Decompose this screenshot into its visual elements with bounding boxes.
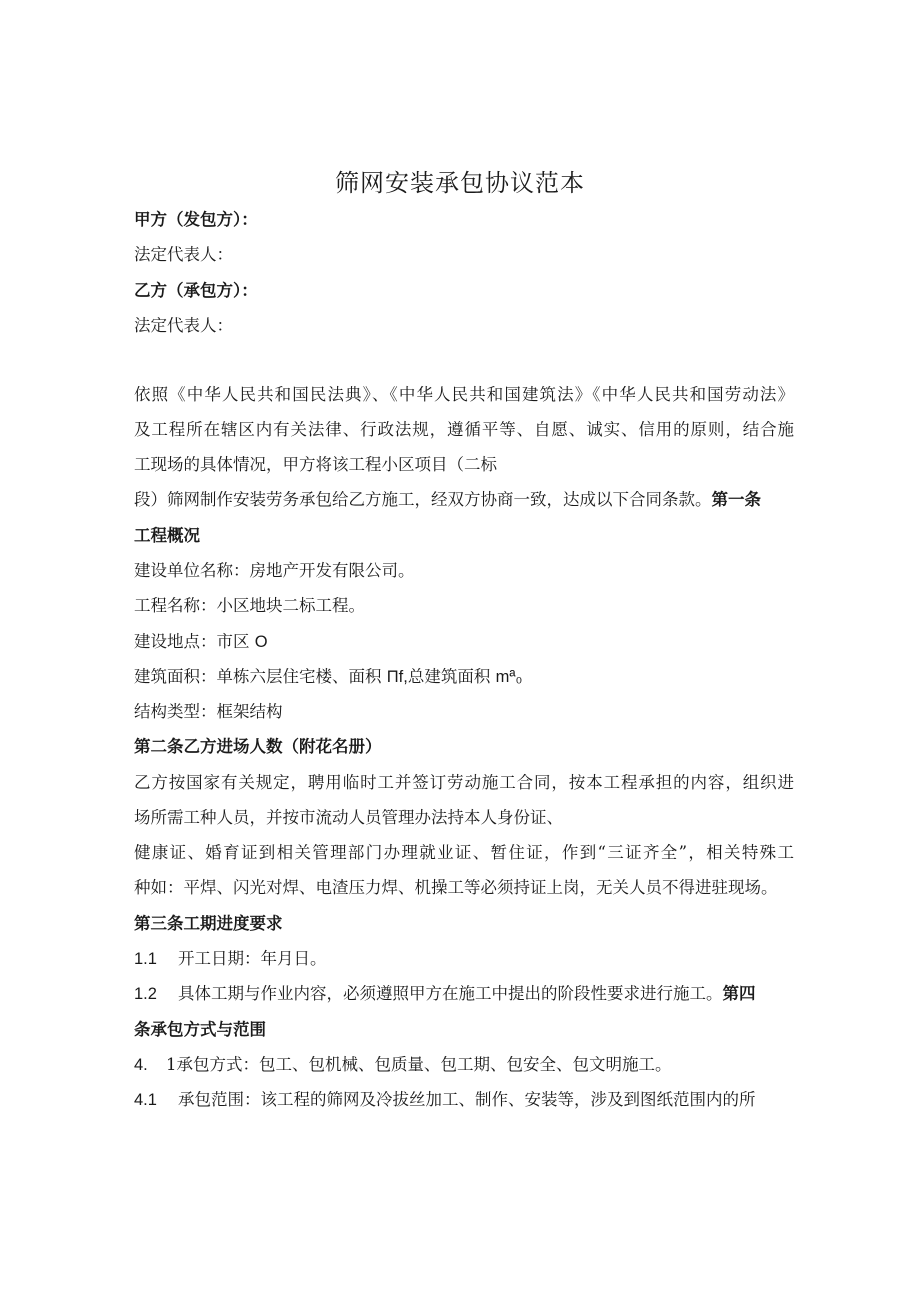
party-a-representative: 法定代表人： [134,245,233,264]
intro-line-4 [134,489,794,511]
article-3-item-2-text: 具体工期与作业内容，必须遵照甲方在施工中提出的阶段性要求进行施工。 [178,984,723,1003]
party-b-label: 乙方（承包方）： [134,281,258,300]
building-area [134,666,794,688]
article-4-item-2-number: 4.1 [134,1091,157,1109]
project-name: 工程名称：小区地块二标工程。 [134,596,365,615]
article-4-item-1 [134,1054,794,1076]
article-4-item-1-text: 1承包方式：包工、包机械、包质量、包工期、包安全、包文明施工。 [166,1055,672,1074]
building-area-unit-2: mª₀ [495,668,523,686]
article-4-item-2 [134,1089,794,1111]
intro-line-2: 及工程所在辖区内有关法律、行政法规，遵循平等、自愿、诚实、信用的原则，结合施 [134,420,794,439]
document-title: 筛网安装承包协议范本 [335,169,585,197]
article-2-line-3: 健康证、婚育证到相关管理部门办理就业证、暂住证，作到“三证齐全”，相关特殊工 [134,843,794,862]
party-b-representative: 法定代表人： [134,316,233,335]
building-area-text: 建筑面积：单栋六层住宅楼、面积 [134,667,382,686]
article-1-heading-start: 第一条 [711,490,761,509]
intro-line-4-text: 段）筛网制作安装劳务承包给乙方施工，经双方协商一致，达成以下合同条款。 [134,490,712,509]
intro-line-3: 工现场的具体情况，甲方将该工程小区项目（二标 [134,455,497,474]
structure-type: 结构类型：框架结构 [134,702,283,721]
construction-unit: 建设单位名称：房地产开发有限公司。 [134,561,415,580]
article-3-item-1-text: 开工日期：年月日。 [178,949,327,968]
article-4-heading: 条承包方式与范围 [134,1020,266,1039]
article-3-item-1-number: 1.1 [134,950,157,968]
article-2-heading: 第二条乙方进场人数（附花名册） [134,737,382,756]
party-a-label: 甲方（发包方）： [134,210,258,229]
article-3-item-1 [134,948,794,970]
article-2-line-1: 乙方按国家有关规定，聘用临时工并签订劳动施工合同，按本工程承担的内容，组织进 [134,773,794,792]
article-3-item-2-number: 1.2 [134,985,157,1003]
article-1-heading: 工程概况 [134,526,200,545]
construction-location-mark: O [254,633,268,651]
construction-location-label: 建设地点：市区 [134,632,250,651]
building-area-unit-1: Πf, [386,668,408,686]
article-4-heading-start: 第四 [722,984,756,1003]
building-area-text-2: 总建筑面积 [407,667,491,686]
construction-location [134,631,794,653]
article-4-item-2-text: 承包范围：该工程的筛网及冷拔丝加工、制作、安装等，涉及到图纸范围内的所 [178,1090,756,1109]
article-3-item-2 [134,983,794,1005]
article-2-line-2: 场所需工种人员，并按市流动人员管理办法持本人身份证、 [134,808,563,827]
article-4-item-1-number: 4. [134,1056,148,1074]
article-3-heading: 第三条工期进度要求 [134,914,283,933]
article-2-line-4: 种如：平焊、闪光对焊、电渣压力焊、机操工等必须持证上岗，无关人员不得进驻现场。 [134,878,778,897]
intro-line-1: 依照《中华人民共和国民法典》、《中华人民共和国建筑法》《中华人民共和国劳动法》 [134,385,794,404]
